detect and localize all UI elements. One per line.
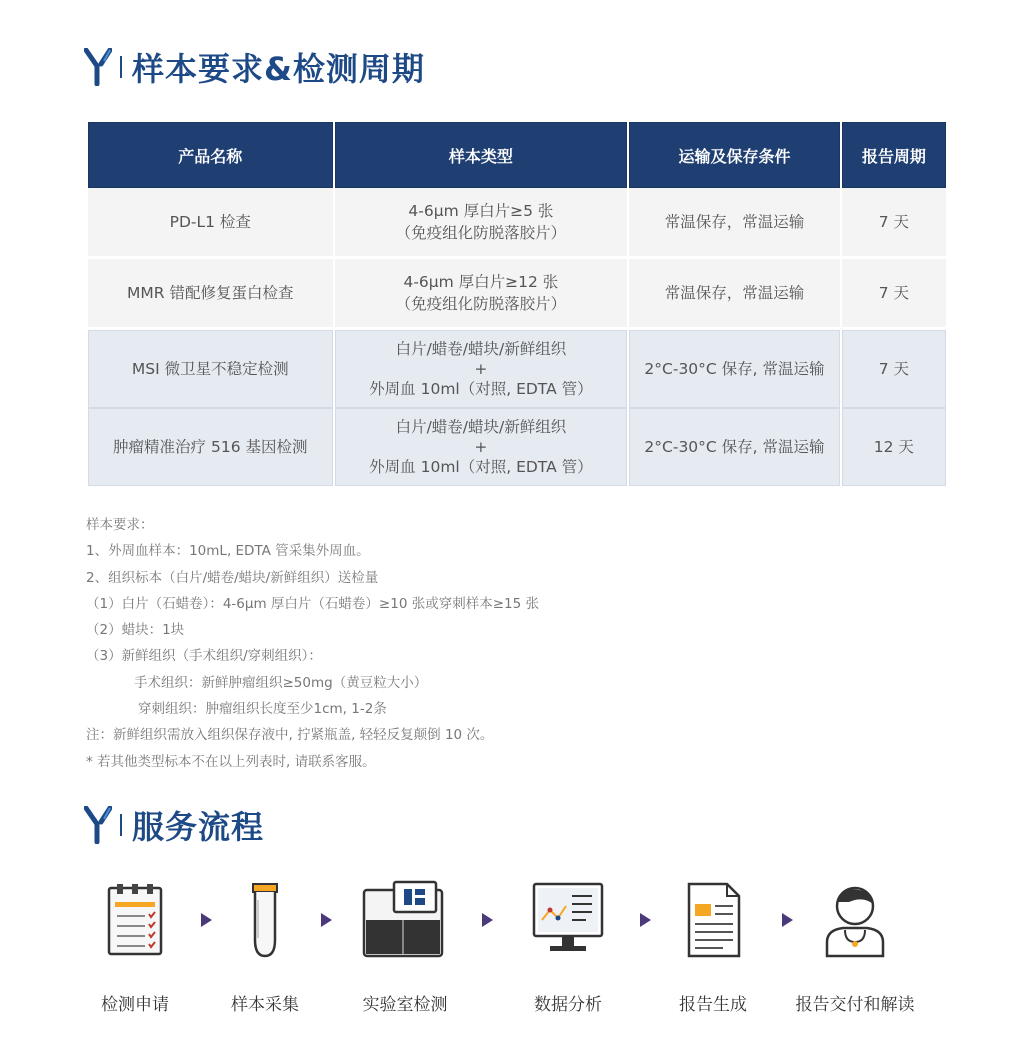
step-label: 数据分析 — [534, 995, 602, 1015]
service-process-flow — [60, 880, 960, 1020]
monitor-chart-icon — [528, 880, 608, 960]
process-step-report-generation — [638, 880, 788, 1015]
process-step-report-delivery — [780, 880, 930, 1015]
sample-line: 外周血 10ml（对照, EDTA 管） — [369, 380, 593, 398]
note-line: 样本要求： — [86, 517, 154, 533]
section-header-service-process — [84, 802, 264, 848]
section-title: 样本要求&检测周期 — [132, 50, 425, 88]
cell-period: 7 天 — [842, 188, 946, 259]
step-label: 样本采集 — [231, 995, 299, 1015]
table-row — [88, 188, 946, 259]
title-divider — [120, 814, 122, 836]
process-step-data-analysis — [493, 880, 643, 1015]
step-label: 检测申请 — [101, 995, 169, 1015]
cell-sample — [335, 408, 628, 486]
sample-line: 外周血 10ml（对照, EDTA 管） — [369, 458, 593, 476]
cell-transport: 常温保存，常温运输 — [629, 259, 839, 330]
cell-sample — [335, 259, 628, 330]
sample-line: （免疫组化防脱落胶片） — [395, 295, 567, 313]
note-line: 手术组织：新鲜肿瘤组织≥50mg（黄豆粒大小） — [134, 674, 428, 691]
cell-product: MMR 错配修复蛋白检查 — [88, 259, 333, 330]
note-line: 注：新鲜组织需放入组织保存液中, 拧紧瓶盖, 轻轻反复颠倒 10 次。 — [86, 727, 494, 744]
header-product-name: 产品名称 — [88, 122, 333, 188]
cell-period: 7 天 — [842, 330, 946, 408]
section-title: 服务流程 — [132, 808, 265, 846]
note-line: （1）白片（石蜡卷）：4-6μm 厚白片（石蜡卷）≥10 张或穿刺样本≥15 张 — [86, 595, 539, 612]
process-arrow-icon — [482, 913, 493, 927]
table-row — [88, 408, 946, 486]
step-label: 报告生成 — [679, 995, 747, 1015]
process-step-sampling — [190, 880, 340, 1015]
process-step-lab-testing — [330, 880, 480, 1015]
cell-sample — [335, 330, 628, 408]
note-line: （2）蜡块：1块 — [86, 622, 185, 639]
sample-line: + — [474, 438, 488, 456]
sample-notes — [86, 512, 539, 775]
note-line: （3）新鲜组织（手术组织/穿刺组织）： — [86, 648, 322, 665]
sample-line: 4-6μm 厚白片≥5 张 — [408, 202, 554, 220]
sample-line: 4-6μm 厚白片≥12 张 — [403, 273, 559, 291]
note-line: 穿刺组织：肿瘤组织长度至少1cm, 1-2条 — [138, 701, 387, 718]
cell-product: MSI 微卫星不稳定检测 — [88, 330, 333, 408]
header-sample-type: 样本类型 — [335, 122, 628, 188]
cell-sample — [335, 188, 628, 259]
step-label: 实验室检测 — [362, 995, 448, 1015]
cell-period: 7 天 — [842, 259, 946, 330]
lab-machine-icon — [360, 880, 450, 960]
sample-line: 白片/蜡卷/蜡块/新鲜组织 — [395, 418, 567, 436]
antibody-logo-icon — [84, 48, 112, 86]
test-tube-icon — [225, 880, 305, 960]
doctor-icon — [815, 880, 895, 960]
cell-transport: 2°C-30°C 保存, 常温运输 — [629, 408, 839, 486]
table-row — [88, 259, 946, 330]
process-step-application — [60, 880, 210, 1015]
cell-period: 12 天 — [842, 408, 946, 486]
table-row — [88, 330, 946, 408]
step-label: 报告交付和解读 — [795, 995, 915, 1015]
header-transport: 运输及保存条件 — [629, 122, 839, 188]
antibody-logo-icon — [84, 806, 112, 844]
title-divider — [120, 56, 122, 78]
header-report-period: 报告周期 — [842, 122, 946, 188]
sample-line: + — [474, 360, 488, 378]
note-line: 1、外周血样本：10mL, EDTA 管采集外周血。 — [86, 543, 370, 560]
sample-line: （免疫组化防脱落胶片） — [395, 224, 567, 242]
cell-product: 肿瘤精准治疗 516 基因检测 — [88, 408, 333, 486]
cell-product: PD-L1 检查 — [88, 188, 333, 259]
clipboard-icon — [95, 880, 175, 960]
cell-transport: 2°C-30°C 保存, 常温运输 — [629, 330, 839, 408]
section-header-sample-requirements — [84, 44, 425, 90]
cell-transport: 常温保存，常温运输 — [629, 188, 839, 259]
report-document-icon — [673, 880, 753, 960]
note-line: * 若其他类型标本不在以上列表时, 请联系客服。 — [86, 753, 376, 770]
sample-requirements-table — [86, 122, 948, 486]
sample-line: 白片/蜡卷/蜡块/新鲜组织 — [395, 340, 567, 358]
note-line: 2、组织标本（白片/蜡卷/蜡块/新鲜组织）送检量 — [86, 569, 379, 586]
